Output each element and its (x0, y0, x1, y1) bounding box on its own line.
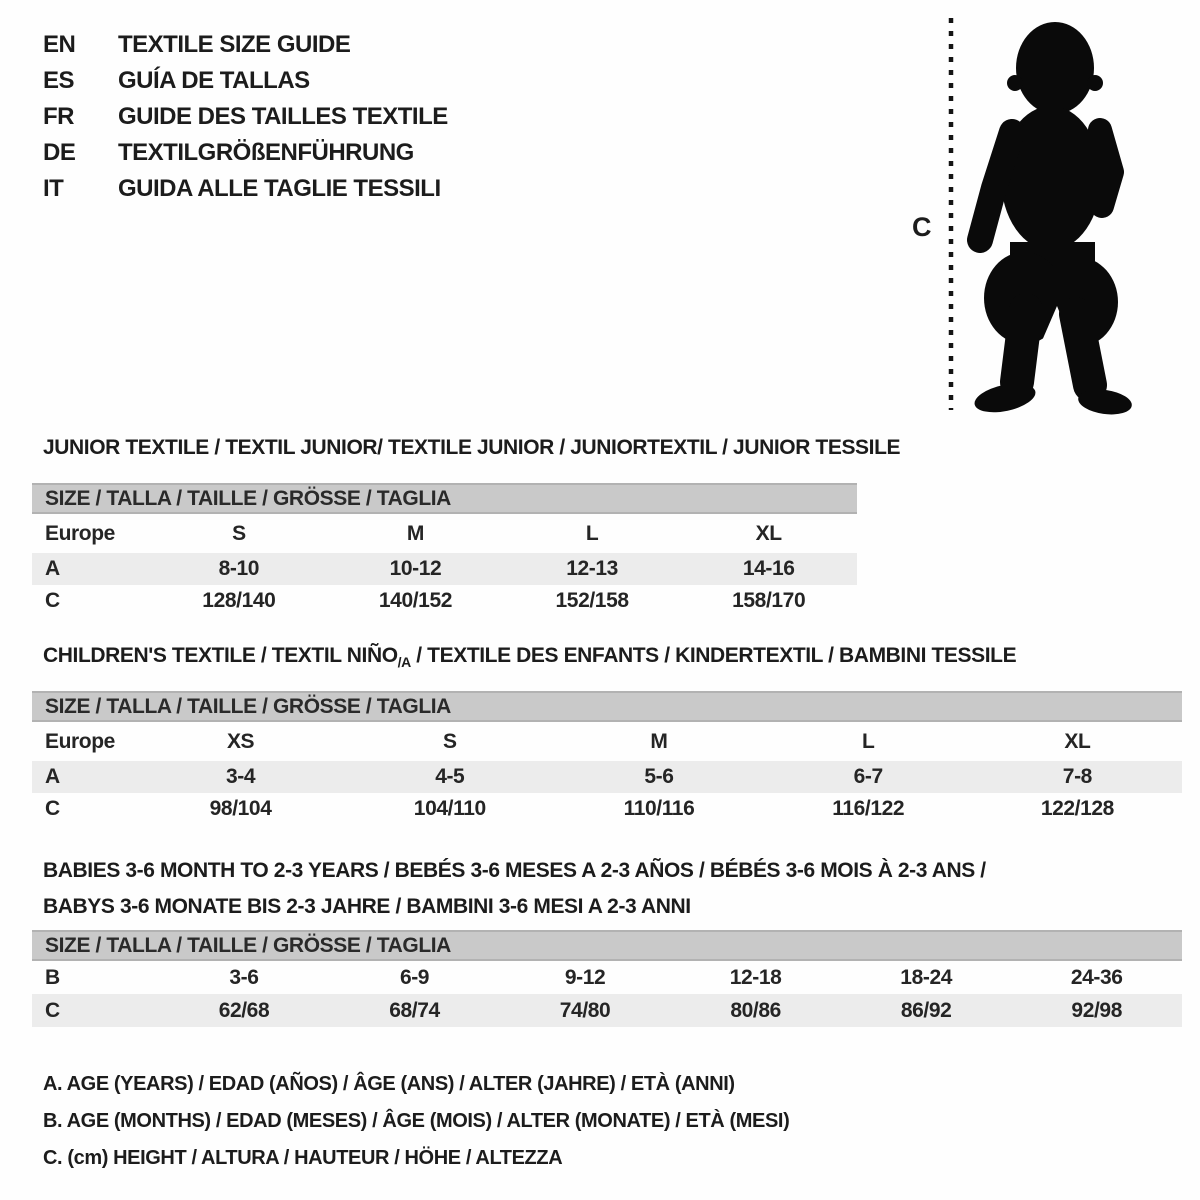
heading-line-1: BABIES 3-6 MONTH TO 2-3 YEARS / BEBÉS 3-6 MESES A 2-3 AÑOS / BÉBÉS 3-6 MOIS À 2-3 ANS / (43, 859, 986, 882)
toddler-silhouette-icon (900, 10, 1155, 418)
age-cell: 14-16 (742, 557, 795, 580)
guide-title: GUÍA DE TALLAS (118, 67, 310, 94)
heading-text: / TEXTILE DES ENFANTS / KINDERTEXTIL / BAMBINI TESSILE (410, 644, 1017, 667)
size-cell: XL (1064, 729, 1091, 753)
table-row-age (32, 553, 857, 585)
size-cell: S (232, 521, 246, 545)
language-row-en (43, 26, 448, 62)
months-cell: 3-6 (229, 965, 259, 989)
row-label: Europe (45, 521, 115, 545)
guide-title: TEXTILGRÖßENFÜHRUNG (118, 139, 414, 166)
height-cell: 74/80 (559, 998, 611, 1022)
months-cell: 6-9 (399, 965, 430, 989)
language-row-es (43, 62, 448, 98)
language-code: IT (43, 175, 64, 202)
table-row-months (32, 961, 1182, 994)
months-cell: 9-12 (564, 965, 606, 989)
height-cell: 122/128 (1040, 797, 1114, 820)
guide-title: GUIDE DES TAILLES TEXTILE (118, 103, 448, 130)
heading-subscript: /A (397, 654, 411, 671)
months-cell: 12-18 (729, 965, 782, 989)
height-cell: 158/170 (732, 589, 806, 612)
table-row-height (32, 793, 1182, 825)
junior-size-table (32, 483, 857, 617)
size-cell: L (585, 521, 599, 545)
legend-line-b: B. AGE (MONTHS) / EDAD (MESES) / ÂGE (MOIS) / ALTER (MONATE) / ETÀ (MESI) (43, 1110, 790, 1132)
age-cell: 5-6 (644, 765, 674, 788)
height-cell: 92/98 (1071, 998, 1122, 1022)
size-cell: XL (755, 521, 782, 545)
table-row-europe (32, 722, 1182, 761)
size-cell: M (406, 521, 425, 545)
table-row-age (32, 761, 1182, 793)
children-size-table (32, 691, 1182, 825)
height-cell: 110/116 (623, 797, 695, 820)
height-measure-label: C (912, 212, 932, 242)
height-cell: 152/158 (555, 589, 629, 612)
size-cell: S (442, 729, 457, 753)
age-cell: 4-5 (435, 765, 465, 788)
guide-title: TEXTILE SIZE GUIDE (118, 31, 351, 58)
row-label: B (45, 965, 60, 989)
language-code: EN (43, 31, 76, 58)
age-cell: 10-12 (389, 557, 442, 580)
children-section-heading (43, 644, 1016, 670)
language-code: FR (43, 103, 74, 130)
row-label: C (45, 589, 60, 612)
language-title-block (43, 26, 448, 206)
height-cell: 68/74 (389, 998, 440, 1022)
age-cell: 8-10 (218, 557, 260, 580)
toddler-silhouette (972, 22, 1133, 418)
legend-block (43, 1066, 789, 1177)
size-header-bar: SIZE / TALLA / TAILLE / GRÖSSE / TAGLIA (32, 930, 1182, 961)
heading-line-2: BABYS 3-6 MONATE BIS 2-3 JAHRE / BAMBINI 3-6 MESI A 2-3 ANNI (43, 895, 691, 918)
height-cell: 62/68 (218, 998, 270, 1022)
language-row-fr (43, 98, 448, 134)
table-row-height (32, 585, 857, 617)
height-cell: 86/92 (900, 998, 952, 1022)
row-label: A (45, 557, 60, 580)
language-row-de (43, 134, 448, 170)
height-cell: 104/110 (413, 797, 486, 820)
height-cell: 140/152 (378, 589, 453, 612)
guide-title: GUIDA ALLE TAGLIE TESSILI (118, 175, 441, 202)
legend-line-a: A. AGE (YEARS) / EDAD (AÑOS) / ÂGE (ANS) / ALTER (JAHRE) / ETÀ (ANNI) (43, 1073, 735, 1095)
language-code: DE (43, 139, 76, 166)
size-cell: L (861, 729, 875, 753)
age-cell: 3-4 (225, 765, 256, 788)
babies-section-heading (43, 853, 986, 925)
row-label: A (45, 765, 60, 788)
legend-line-c: C. (cm) HEIGHT / ALTURA / HAUTEUR / HÖHE / ALTEZZA (43, 1147, 563, 1169)
table-row-height (32, 994, 1182, 1027)
age-cell: 12-13 (566, 557, 618, 580)
height-cell: 80/86 (730, 998, 781, 1022)
months-cell: 18-24 (900, 965, 953, 989)
table-row-europe (32, 514, 857, 553)
height-measure-figure (900, 10, 1155, 418)
row-label: C (45, 998, 60, 1022)
row-label: C (45, 797, 60, 820)
junior-section-heading: JUNIOR TEXTILE / TEXTIL JUNIOR/ TEXTILE JUNIOR / JUNIORTEXTIL / JUNIOR TESSILE (43, 436, 901, 459)
row-label: Europe (45, 729, 115, 753)
language-row-it (43, 170, 448, 206)
babies-size-table (32, 930, 1182, 1027)
size-cell: XS (226, 729, 255, 753)
height-cell: 98/104 (209, 797, 272, 820)
age-cell: 7-8 (1062, 765, 1092, 788)
size-cell: M (650, 729, 668, 753)
months-cell: 24-36 (1070, 965, 1123, 989)
size-header-bar: SIZE / TALLA / TAILLE / GRÖSSE / TAGLIA (32, 483, 857, 514)
height-cell: 116/122 (832, 797, 905, 820)
size-header-bar: SIZE / TALLA / TAILLE / GRÖSSE / TAGLIA (32, 691, 1182, 722)
height-cell: 128/140 (202, 589, 276, 612)
age-cell: 6-7 (853, 765, 883, 788)
language-code: ES (43, 67, 75, 94)
heading-text: CHILDREN'S TEXTILE / TEXTIL NIÑO (43, 644, 398, 667)
